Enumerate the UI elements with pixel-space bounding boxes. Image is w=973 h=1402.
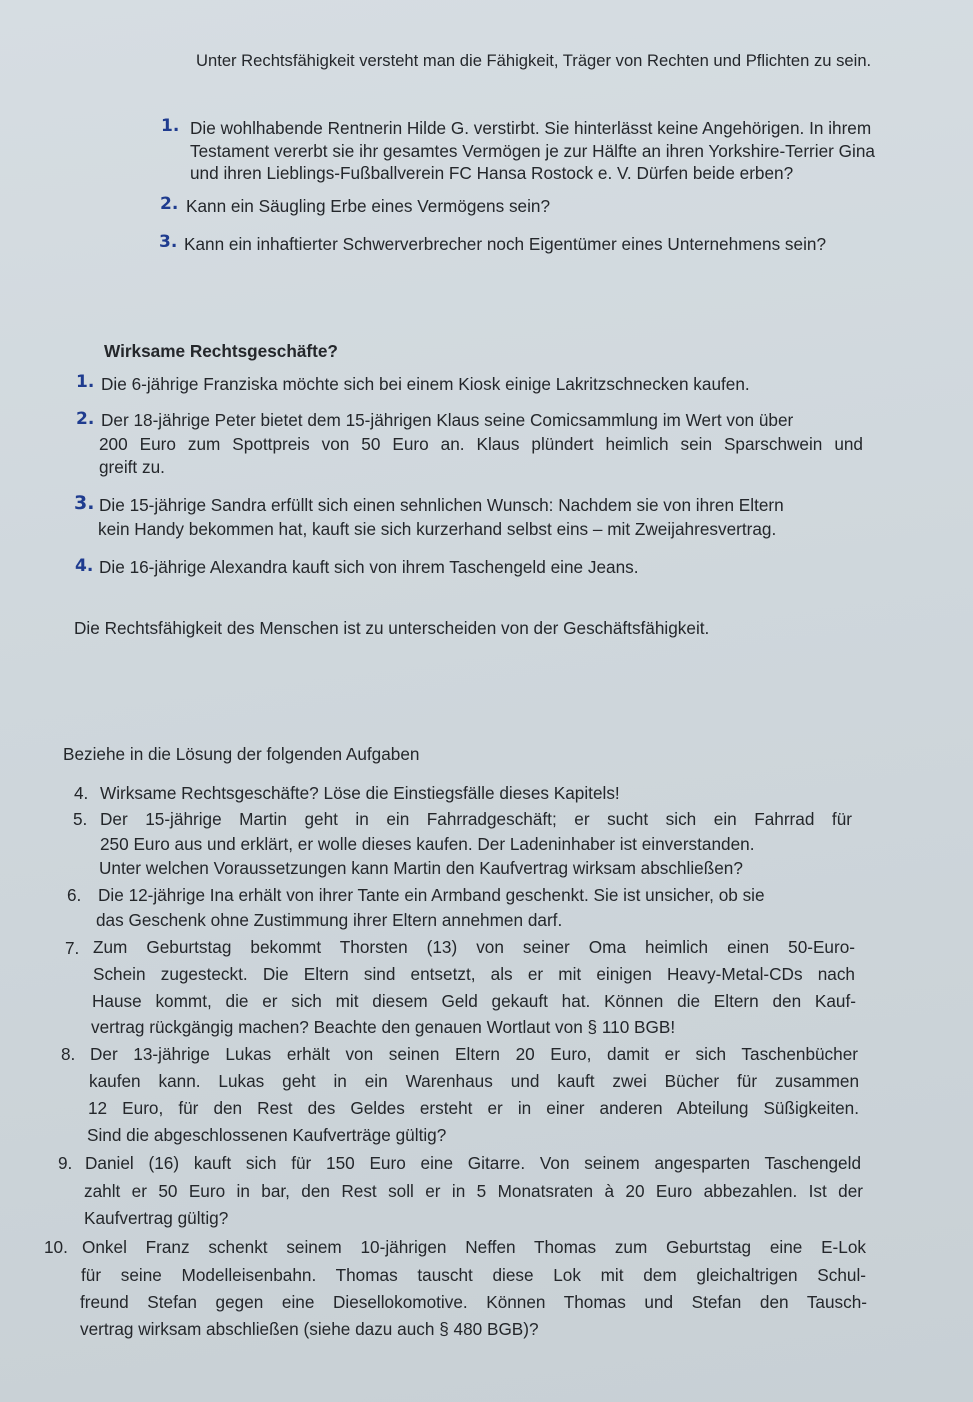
task-line: Sind die abgeschlossenen Kaufverträge gültig? xyxy=(87,1125,447,1145)
case-line: Testament vererbt sie ihr gesamtes Vermögen je zur Hälfte an ihren Yorkshire-Terrier Gina xyxy=(190,141,875,161)
case-marker: 1. xyxy=(161,116,180,136)
section-heading: Wirksame Rechtsgeschäfte? xyxy=(104,341,338,361)
tasks-heading: Beziehe in die Lösung der folgenden Aufgaben xyxy=(63,744,420,764)
intro-sentence: Unter Rechtsfähigkeit versteht man die Fähigkeit, Träger von Rechten und Pflichten zu sein. xyxy=(196,51,872,70)
task-line: Der 15-jährige Martin geht in ein Fahrradgeschäft; er sucht sich ein Fahrrad für xyxy=(100,809,852,829)
task-line: 12 Euro, für den Rest des Geldes ersteht er in einer anderen Abteilung Süßigkeiten. xyxy=(88,1098,859,1118)
task-line: Daniel (16) kauft sich für 150 Euro eine Gitarre. Von seinem angesparten Taschengeld xyxy=(85,1153,861,1173)
task-number: 7. xyxy=(65,938,80,958)
task-line: für seine Modelleisenbahn. Thomas tauscht diese Lok mit dem gleichaltrigen Schul- xyxy=(81,1265,866,1285)
task-line: Schein zugesteckt. Die Eltern sind entsetzt, als er mit einigen Heavy-Metal-CDs nach xyxy=(93,964,855,984)
task-number: 10. xyxy=(44,1237,68,1257)
case-line: Die 15-jährige Sandra erfüllt sich einen sehnlichen Wunsch: Nachdem sie von ihren Eltern xyxy=(99,495,784,515)
task-number: 8. xyxy=(61,1044,76,1064)
task-line: kaufen kann. Lukas geht in ein Warenhaus und kauft zwei Bücher für zusammen xyxy=(89,1071,859,1091)
task-line: Die 12-jährige Ina erhält von ihrer Tante ein Armband geschenkt. Sie ist unsicher, ob sie xyxy=(98,885,765,905)
task-line: Onkel Franz schenkt seinem 10-jährigen Neffen Thomas zum Geburtstag eine E-Lok xyxy=(82,1237,866,1257)
case-line: Die 6-jährige Franziska möchte sich bei einem Kiosk einige Lakritzschnecken kaufen. xyxy=(101,374,750,394)
task-line: freund Stefan gegen eine Diesellokomotive. Können Thomas und Stefan den Tausch- xyxy=(80,1292,867,1312)
case-marker: 4. xyxy=(75,556,94,576)
case-line: Die 16-jährige Alexandra kauft sich von ihrem Taschengeld eine Jeans. xyxy=(99,557,639,577)
case-marker: 2. xyxy=(76,409,95,429)
case-line: kein Handy bekommen hat, kauft sie sich kurzerhand selbst eins – mit Zweijahresvertrag. xyxy=(98,519,777,539)
case-line: und ihren Lieblings-Fußballverein FC Hansa Rostock e. V. Dürfen beide erben? xyxy=(190,163,794,183)
task-line: Hause kommt, die er sich mit diesem Geld gekauft hat. Können die Eltern den Kauf- xyxy=(92,991,856,1011)
case-line: Der 18-jährige Peter bietet dem 15-jährigen Klaus seine Comicsammlung im Wert von über xyxy=(101,410,794,430)
case-line: 200 Euro zum Spottpreis von 50 Euro an. Klaus plündert heimlich sein Sparschwein und xyxy=(99,434,863,454)
case-line: greift zu. xyxy=(99,457,165,477)
task-line: Der 13-jährige Lukas erhält von seinen Eltern 20 Euro, damit er sich Taschenbücher xyxy=(90,1044,858,1064)
task-line: Wirksame Rechtsgeschäfte? Löse die Einstiegsfälle dieses Kapitels! xyxy=(100,783,620,803)
task-line: vertrag wirksam abschließen (siehe dazu auch § 480 BGB)? xyxy=(80,1319,539,1339)
task-line: Unter welchen Voraussetzungen kann Martin den Kaufvertrag wirksam abschließen? xyxy=(99,858,743,878)
task-line: Kaufvertrag gültig? xyxy=(84,1208,229,1228)
task-line: vertrag rückgängig machen? Beachte den genauen Wortlaut von § 110 BGB! xyxy=(91,1017,676,1037)
case-marker: 2. xyxy=(160,194,179,214)
task-line: 250 Euro aus und erklärt, er wolle dieses kaufen. Der Ladeninhaber ist einverstanden. xyxy=(100,834,755,854)
task-number: 4. xyxy=(74,783,89,803)
case-marker: 1. xyxy=(76,372,95,392)
case-marker: 3. xyxy=(159,232,178,252)
task-line: Zum Geburtstag bekommt Thorsten (13) von seiner Oma heimlich einen 50-Euro- xyxy=(93,937,855,957)
case-line: Die wohlhabende Rentnerin Hilde G. verstirbt. Sie hinterlässt keine Angehörigen. In ihrem xyxy=(190,118,872,138)
task-number: 6. xyxy=(67,885,82,905)
task-line: zahlt er 50 Euro in bar, den Rest soll er in 5 Monatsraten à 20 Euro abbezahlen. Ist der xyxy=(84,1181,863,1201)
case-marker: 3. xyxy=(74,492,95,514)
distinction-sentence: Die Rechtsfähigkeit des Menschen ist zu unterscheiden von der Geschäftsfähigkeit. xyxy=(74,618,710,638)
task-number: 5. xyxy=(73,809,88,829)
case-line: Kann ein inhaftierter Schwerverbrecher noch Eigentümer eines Unternehmens sein? xyxy=(184,234,827,254)
task-number: 9. xyxy=(58,1153,73,1173)
task-line: das Geschenk ohne Zustimmung ihrer Eltern annehmen darf. xyxy=(96,910,563,930)
case-line: Kann ein Säugling Erbe eines Vermögens sein? xyxy=(186,196,551,216)
